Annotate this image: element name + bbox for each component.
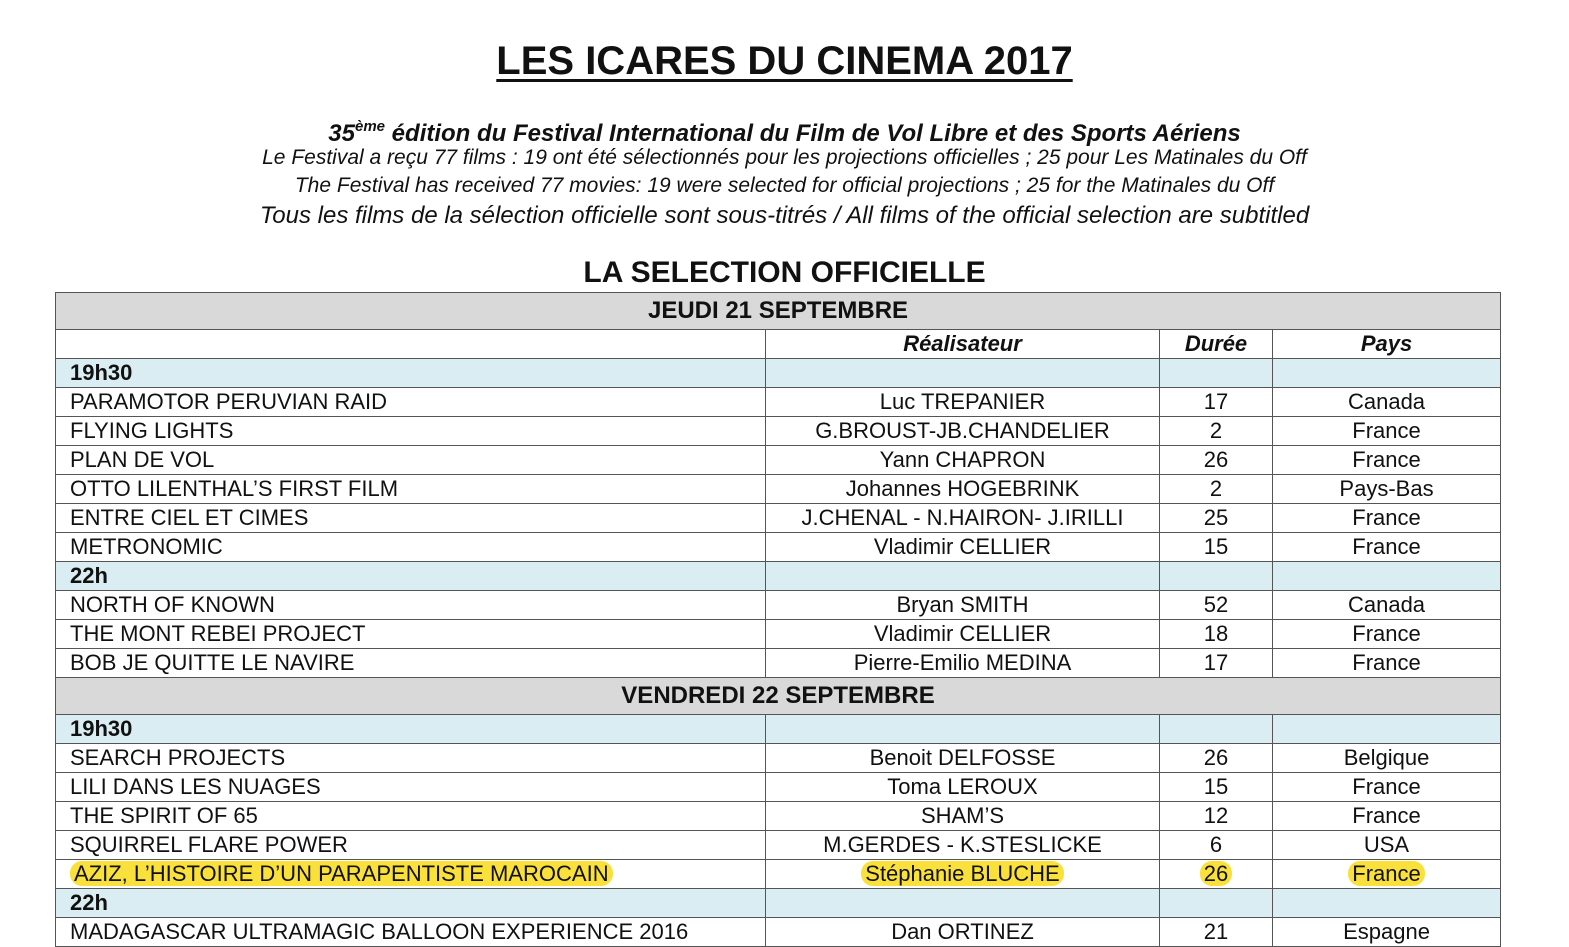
time-slot-label: 19h30	[56, 715, 766, 744]
film-country-highlighted: France	[1348, 861, 1424, 886]
film-duration-cell: 26	[1160, 446, 1273, 475]
film-title-cell: PARAMOTOR PERUVIAN RAID	[56, 388, 766, 417]
column-header-row	[56, 330, 1501, 359]
film-duration-cell: 2	[1160, 475, 1273, 504]
film-country-cell: France	[1273, 533, 1501, 562]
time-slot-empty	[1273, 359, 1501, 388]
time-slot-empty	[1160, 889, 1273, 918]
film-row	[56, 860, 1501, 889]
film-country-cell: France	[1273, 446, 1501, 475]
film-duration-cell: 52	[1160, 591, 1273, 620]
film-country-cell: Pays-Bas	[1273, 475, 1501, 504]
film-title-cell: SEARCH PROJECTS	[56, 744, 766, 773]
time-slot-empty	[1160, 562, 1273, 591]
day-header-row	[56, 293, 1501, 330]
column-header-title	[56, 330, 766, 359]
day-label: VENDREDI 22 SEPTEMBRE	[56, 678, 1501, 715]
time-slot-empty	[1160, 715, 1273, 744]
film-country-cell: Canada	[1273, 591, 1501, 620]
film-duration-cell	[1160, 860, 1273, 889]
time-slot-label: 22h	[56, 889, 766, 918]
time-slot-empty	[1273, 889, 1501, 918]
film-row	[56, 649, 1501, 678]
film-duration-cell: 17	[1160, 388, 1273, 417]
film-director-highlighted: Stéphanie BLUCHE	[861, 861, 1063, 886]
film-director-cell: SHAM’S	[766, 802, 1160, 831]
film-row	[56, 802, 1501, 831]
film-row	[56, 533, 1501, 562]
film-director-cell: Pierre-Emilio MEDINA	[766, 649, 1160, 678]
film-duration-cell: 21	[1160, 918, 1273, 947]
film-duration-cell: 12	[1160, 802, 1273, 831]
film-title-cell: NORTH OF KNOWN	[56, 591, 766, 620]
time-slot-empty	[766, 359, 1160, 388]
film-director-cell: M.GERDES - K.STESLICKE	[766, 831, 1160, 860]
film-title-cell: FLYING LIGHTS	[56, 417, 766, 446]
film-title-cell: LILI DANS LES NUAGES	[56, 773, 766, 802]
column-header-director: Réalisateur	[766, 330, 1160, 359]
film-duration-highlighted: 26	[1200, 861, 1232, 886]
film-director-cell: Toma LEROUX	[766, 773, 1160, 802]
film-title-cell	[56, 860, 766, 889]
film-director-cell: Bryan SMITH	[766, 591, 1160, 620]
film-country-cell: France	[1273, 773, 1501, 802]
time-slot-label: 22h	[56, 562, 766, 591]
time-slot-empty	[1273, 562, 1501, 591]
film-duration-cell: 18	[1160, 620, 1273, 649]
film-country-cell: France	[1273, 504, 1501, 533]
film-director-cell: Yann CHAPRON	[766, 446, 1160, 475]
film-director-cell: Johannes HOGEBRINK	[766, 475, 1160, 504]
film-title-cell: PLAN DE VOL	[56, 446, 766, 475]
time-slot-row	[56, 715, 1501, 744]
film-country-cell	[1273, 860, 1501, 889]
time-slot-empty	[766, 562, 1160, 591]
film-director-cell: J.CHENAL - N.HAIRON- J.IRILLI	[766, 504, 1160, 533]
film-row	[56, 918, 1501, 947]
film-director-cell: Benoit DELFOSSE	[766, 744, 1160, 773]
edition-line: 35ème édition du Festival International du Film de Vol Libre et des Sports Aériens	[328, 118, 1241, 147]
film-country-cell: France	[1273, 649, 1501, 678]
film-country-cell: Belgique	[1273, 744, 1501, 773]
film-title-highlighted: AZIZ, L’HISTOIRE D’UN PARAPENTISTE MAROCAIN	[70, 861, 613, 886]
film-duration-cell: 15	[1160, 533, 1273, 562]
film-country-cell: France	[1273, 620, 1501, 649]
column-header-duration: Durée	[1160, 330, 1273, 359]
film-title-cell: MADAGASCAR ULTRAMAGIC BALLOON EXPERIENCE 2016	[56, 918, 766, 947]
film-row	[56, 831, 1501, 860]
film-director-cell: Dan ORTINEZ	[766, 918, 1160, 947]
film-title-cell: THE SPIRIT OF 65	[56, 802, 766, 831]
time-slot-row	[56, 359, 1501, 388]
film-director-cell: G.BROUST-JB.CHANDELIER	[766, 417, 1160, 446]
film-row	[56, 504, 1501, 533]
film-duration-cell: 2	[1160, 417, 1273, 446]
film-title-cell: THE MONT REBEI PROJECT	[56, 620, 766, 649]
film-country-cell: France	[1273, 802, 1501, 831]
film-director-cell	[766, 860, 1160, 889]
film-director-cell: Luc TREPANIER	[766, 388, 1160, 417]
film-row	[56, 773, 1501, 802]
film-country-cell: USA	[1273, 831, 1501, 860]
film-duration-cell: 6	[1160, 831, 1273, 860]
film-country-cell: France	[1273, 417, 1501, 446]
film-row	[56, 417, 1501, 446]
time-slot-empty	[1273, 715, 1501, 744]
film-title-cell: ENTRE CIEL ET CIMES	[56, 504, 766, 533]
film-country-cell: Canada	[1273, 388, 1501, 417]
time-slot-empty	[1160, 359, 1273, 388]
film-director-cell: Vladimir CELLIER	[766, 533, 1160, 562]
column-header-country: Pays	[1273, 330, 1501, 359]
time-slot-row	[56, 562, 1501, 591]
film-title-cell: SQUIRREL FLARE POWER	[56, 831, 766, 860]
film-director-cell: Vladimir CELLIER	[766, 620, 1160, 649]
film-row	[56, 475, 1501, 504]
film-title-cell: OTTO LILENTHAL’S FIRST FILM	[56, 475, 766, 504]
film-country-cell: Espagne	[1273, 918, 1501, 947]
film-row	[56, 591, 1501, 620]
film-title-cell: BOB JE QUITTE LE NAVIRE	[56, 649, 766, 678]
film-row	[56, 620, 1501, 649]
page-title: LES ICARES DU CINEMA 2017	[496, 39, 1073, 83]
time-slot-empty	[766, 715, 1160, 744]
info-english: The Festival has received 77 movies: 19 were selected for official projections ; 25 for the Matinales du Off	[294, 174, 1275, 197]
time-slot-label: 19h30	[56, 359, 766, 388]
time-slot-row	[56, 889, 1501, 918]
info-french: Le Festival a reçu 77 films : 19 ont été sélectionnés pour les projections officielles ; 25 pour Les Matinales du Off	[262, 146, 1307, 169]
film-duration-cell: 26	[1160, 744, 1273, 773]
section-title: LA SELECTION OFFICIELLE	[583, 256, 986, 289]
film-row	[56, 388, 1501, 417]
day-label: JEUDI 21 SEPTEMBRE	[56, 293, 1501, 330]
film-title-cell: METRONOMIC	[56, 533, 766, 562]
program-table	[55, 292, 1501, 947]
time-slot-empty	[766, 889, 1160, 918]
film-row	[56, 744, 1501, 773]
film-duration-cell: 17	[1160, 649, 1273, 678]
film-row	[56, 446, 1501, 475]
film-duration-cell: 15	[1160, 773, 1273, 802]
film-duration-cell: 25	[1160, 504, 1273, 533]
day-header-row	[56, 678, 1501, 715]
subtitles-note: Tous les films de la sélection officielle sont sous-titrés / All films of the official selection are subtitled	[259, 202, 1310, 229]
